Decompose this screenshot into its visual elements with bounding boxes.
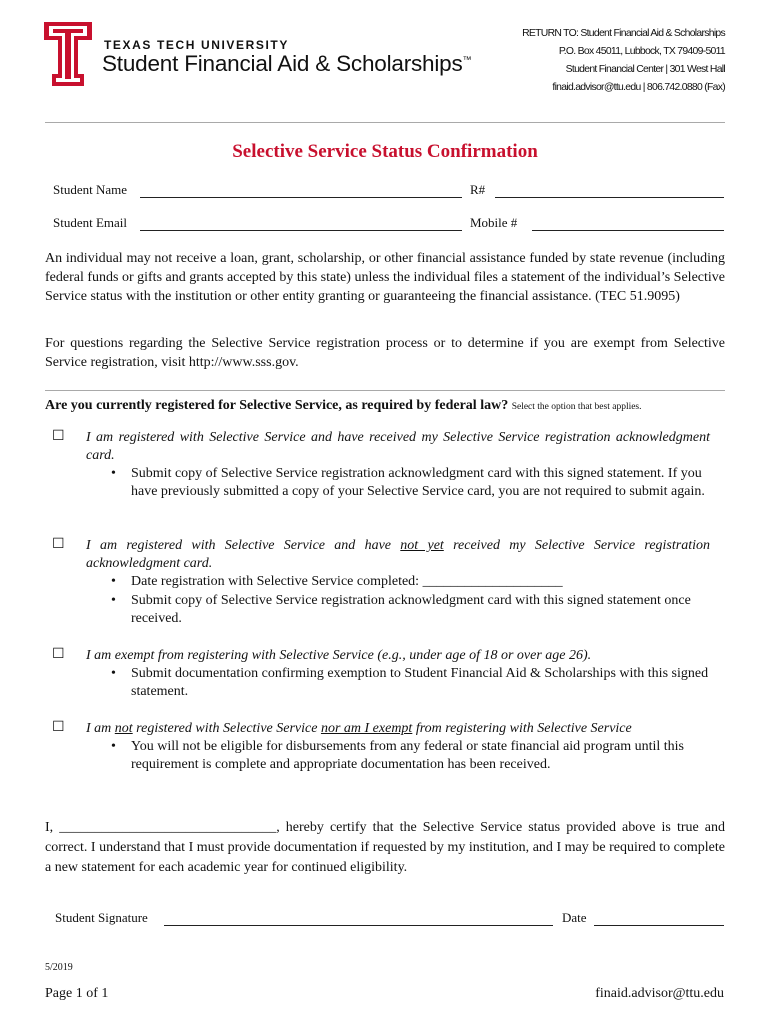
return-address xyxy=(522,25,725,97)
department-name: Student Financial Aid & Scholarships™ xyxy=(102,51,472,76)
option-2-checkbox[interactable]: ☐ xyxy=(52,537,65,552)
option-1-checkbox[interactable]: ☐ xyxy=(52,429,65,444)
option-4-text: I am not registered with Selective Service nor am I exempt from registering with Selective Service xyxy=(86,721,632,736)
list-item: • You will not be eligible for disbursements from any federal or state financial aid program until this requirement is complete and appropriate documentation has been received. xyxy=(111,739,685,772)
intro-paragraph: An individual may not receive a loan, grant, scholarship, or other financial assistance funded by state revenue (including federal funds or gifts and grants accepted by this state) unless the individual files a statement of the individual’s Selective Service status with the institution or other entity granting or guaranteeing the financial assistance. (TEC 51.9095) xyxy=(45,251,725,304)
list-item: • Date registration with Selective Service completed: ____________________ xyxy=(111,574,563,589)
r-number-field[interactable] xyxy=(495,197,724,198)
option-2-text: I am registered with Selective Service and have not yet received my Selective Service registration acknowledgment card. xyxy=(86,538,710,571)
student-name-field[interactable] xyxy=(140,197,462,198)
university-name: TEXAS TECH UNIVERSITY xyxy=(104,38,289,52)
footer-email: finaid.advisor@ttu.edu xyxy=(595,986,724,1001)
mobile-label: Mobile # xyxy=(470,215,518,230)
student-email-label: Student Email xyxy=(53,215,128,230)
list-item: • Submit copy of Selective Service registration acknowledgment card with this signed statement once received. xyxy=(111,593,691,626)
question-heading: Are you currently registered for Selective Service, as required by federal law? Select the option that best applies. xyxy=(45,398,642,413)
date-field[interactable] xyxy=(594,925,724,926)
date-label: Date xyxy=(562,910,587,925)
option-3-checkbox[interactable]: ☐ xyxy=(52,647,65,662)
signature-field[interactable] xyxy=(164,925,553,926)
option-1-text: I am registered with Selective Service and have received my Selective Service registration acknowledgment card. xyxy=(86,430,710,463)
r-number-label: R# xyxy=(470,182,486,197)
form-title: Selective Service Status Confirmation xyxy=(232,141,538,162)
questions-paragraph: For questions regarding the Selective Service registration process or to determine if you are exempt from Selective Service registration, visit http://www.sss.gov. xyxy=(45,336,725,370)
page-number: Page 1 of 1 xyxy=(45,986,109,1001)
return-line: P.O. Box 45011, Lubbock, TX 79409-5011 xyxy=(558,46,725,57)
return-line: finaid.advisor@ttu.edu | 806.742.0880 (Fax) xyxy=(552,82,725,93)
return-line: RETURN TO: Student Financial Aid & Scholarships xyxy=(522,28,725,39)
student-email-field[interactable] xyxy=(140,230,462,231)
list-item: • Submit copy of Selective Service registration acknowledgment card with this signed statement. If you have previously submitted a copy of your Selective Service card, you are not required to submit again. xyxy=(111,466,705,499)
mobile-field[interactable] xyxy=(532,230,724,231)
option-4-checkbox[interactable]: ☐ xyxy=(52,720,65,735)
divider xyxy=(45,390,725,391)
return-line: Student Financial Center | 301 West Hall xyxy=(565,64,725,75)
option-3-text: I am exempt from registering with Selective Service (e.g., under age of 18 or over age 26). xyxy=(86,648,592,663)
texas-tech-logo xyxy=(44,22,92,86)
revision-date: 5/2019 xyxy=(45,962,73,973)
list-item: • Submit documentation confirming exemption to Student Financial Aid & Scholarships with this signed statement. xyxy=(111,666,709,699)
certification-statement: I, _______________________________, hereby certify that the Selective Service status provided above is true and correct. I understand that I must provide documentation if requested by my institution, and I may be required to complete a new statement for each academic year for continued eligibility. xyxy=(45,820,725,875)
divider xyxy=(45,122,725,123)
signature-label: Student Signature xyxy=(55,910,148,925)
student-name-label: Student Name xyxy=(53,182,128,197)
